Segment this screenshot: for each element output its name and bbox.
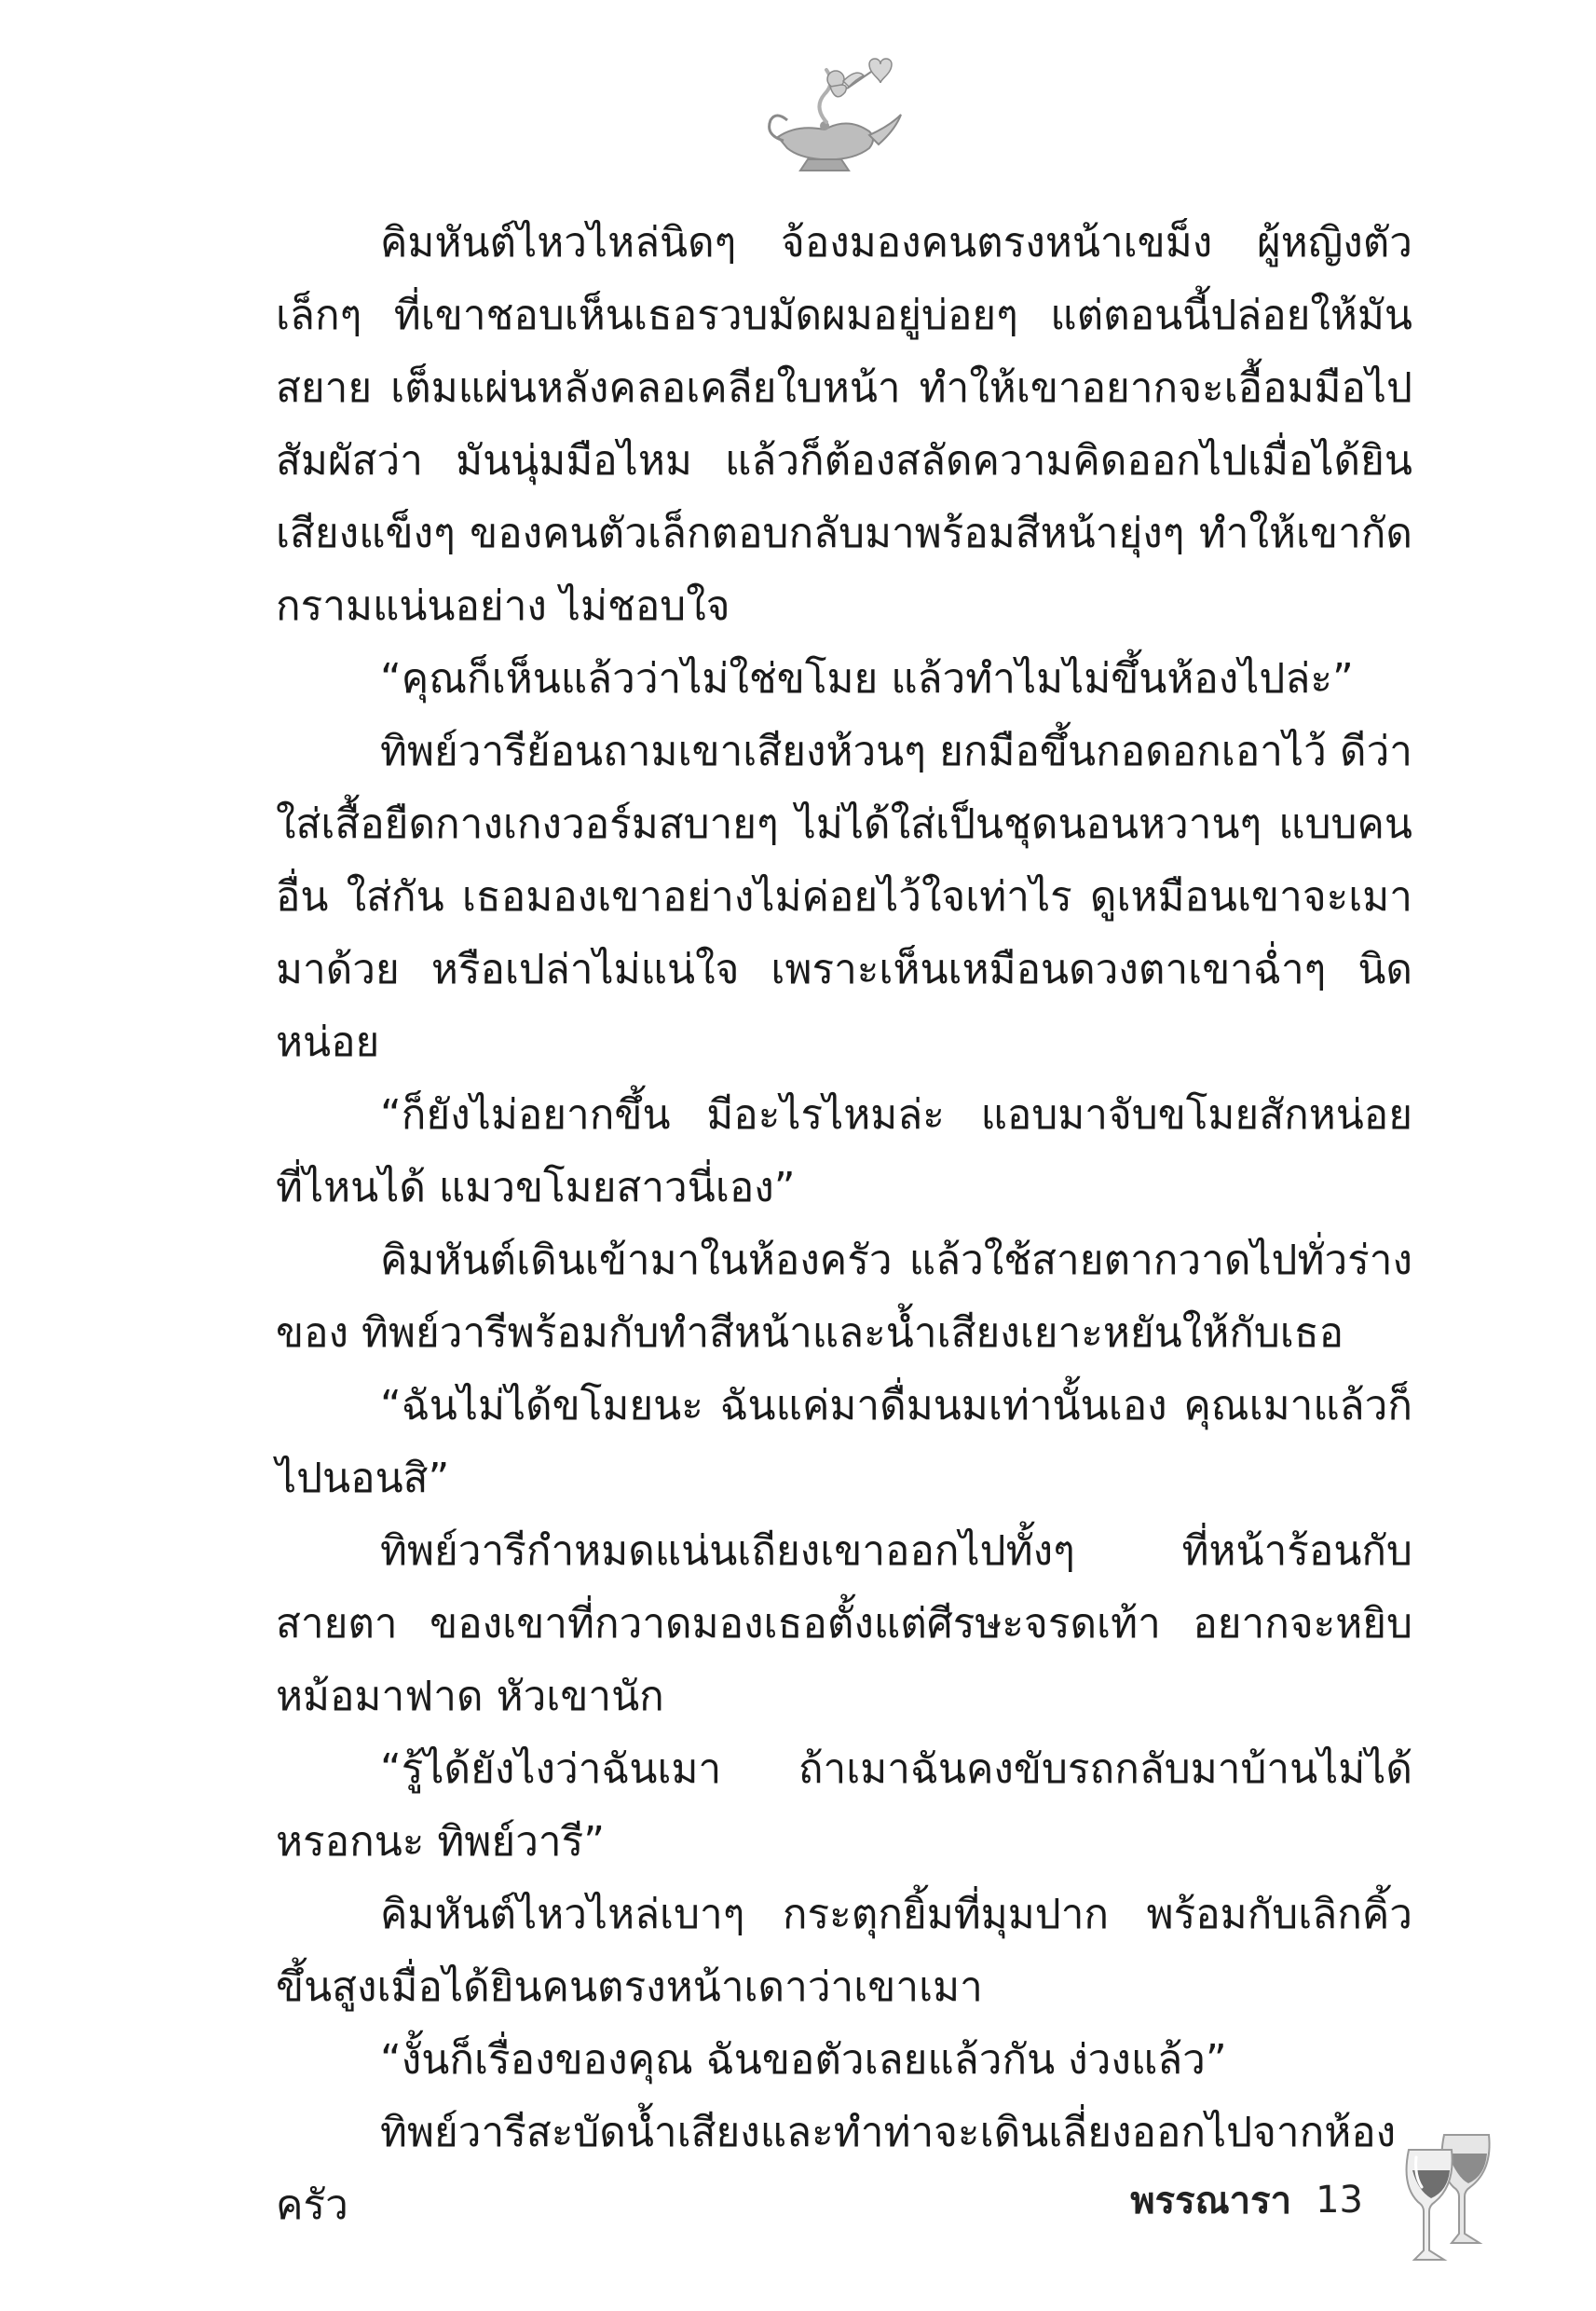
wine-glasses-icon bbox=[1405, 2129, 1498, 2269]
paragraph: ทิพย์วารีสะบัดน้ำเสียงและทำท่าจะเดินเลี่ยงออกไปจากห้องครัว bbox=[276, 2109, 1397, 2229]
paragraph: ทิพย์วารีย้อนถามเขาเสียงห้วนๆ ยกมือขึ้นกอดอกเอาไว้ ดีว่า ใส่เสื้อยืดกางเกงวอร์มสบายๆ ไม่ได้ใส่เป็นชุดนอนหวานๆ แบบคนอื่น ใส่กัน เธอมองเขาอย่างไม่ค่อยไว้ใจเท่าไร ดูเหมือนเขาจะเมามาด้วย หรือเปล่าไม่แน่ใจ เพราะเห็นเหมือนดวงตาเขาฉ่ำๆ นิดหน่อย bbox=[276, 728, 1412, 1066]
paragraph: “รู้ได้ยังไงว่าฉันเมา ถ้าเมาฉันคงขับรถกลับมาบ้านไม่ได้หรอกนะ ทิพย์วารี” bbox=[276, 1745, 1412, 1866]
paragraph: “คุณก็เห็นแล้วว่าไม่ใช่ขโมย แล้วทำไมไม่ขึ้นห้องไปล่ะ” bbox=[380, 655, 1354, 703]
paragraph: คิมหันต์เดินเข้ามาในห้องครัว แล้วใช้สายตากวาดไปทั่วร่างของ ทิพย์วารีพร้อมกับทำสีหน้าและน้ำเสียงเยาะหยันให้กับเธอ bbox=[276, 1237, 1412, 1357]
page-number: 13 bbox=[1316, 2179, 1363, 2222]
paragraph: คิมหันต์ไหวไหล่เบาๆ กระตุกยิ้มที่มุมปาก พร้อมกับเลิกคิ้ว ขึ้นสูงเมื่อได้ยินคนตรงหน้าเดาว่าเขาเมา bbox=[276, 1891, 1412, 2011]
paragraph: ทิพย์วารีกำหมดแน่นเถียงเขาออกไปทั้งๆ ที่หน้าร้อนกับสายตา ของเขาที่กวาดมองเธอตั้งแต่ศีรษะจรดเท้า อยากจะหยิบหม้อมาฟาด หัวเขานัก bbox=[276, 1527, 1412, 1720]
paragraph: “งั้นก็เรื่องของคุณ ฉันขอตัวเลยแล้วกัน ง่วงแล้ว” bbox=[380, 2036, 1227, 2084]
page-footer bbox=[1130, 2167, 1363, 2233]
paragraph: คิมหันต์ไหวไหล่นิดๆ จ้องมองคนตรงหน้าเขม็ง ผู้หญิงตัวเล็กๆ ที่เขาชอบเห็นเธอรวบมัดผมอยู่บ่อยๆ แต่ตอนนี้ปล่อยให้มันสยาย เต็มแผ่นหลังคลอเคลียใบหน้า ทำให้เขาอยากจะเอื้อมมือไปสัมผัสว่า มันนุ่มมือไหม แล้วก็ต้องสลัดความคิดออกไปเมื่อได้ยินเสียงแข็งๆ ของคนตัวเล็กตอบกลับมาพร้อมสีหน้ายุ่งๆ ทำให้เขากัดกรามแน่นอย่าง ไม่ชอบใจ bbox=[276, 219, 1412, 630]
paragraph: “ก็ยังไม่อยากขึ้น มีอะไรไหมล่ะ แอบมาจับขโมยสักหน่อย ที่ไหนได้ แมวขโมยสาวนี่เอง” bbox=[276, 1091, 1412, 1211]
book-title: พรรณารา bbox=[1130, 2180, 1292, 2222]
paragraph: “ฉันไม่ได้ขโมยนะ ฉันแค่มาดื่มนมเท่านั้นเอง คุณเมาแล้วก็ ไปนอนสิ” bbox=[276, 1382, 1412, 1502]
cupid-lamp-icon bbox=[759, 51, 908, 177]
story-text bbox=[276, 207, 1412, 2242]
